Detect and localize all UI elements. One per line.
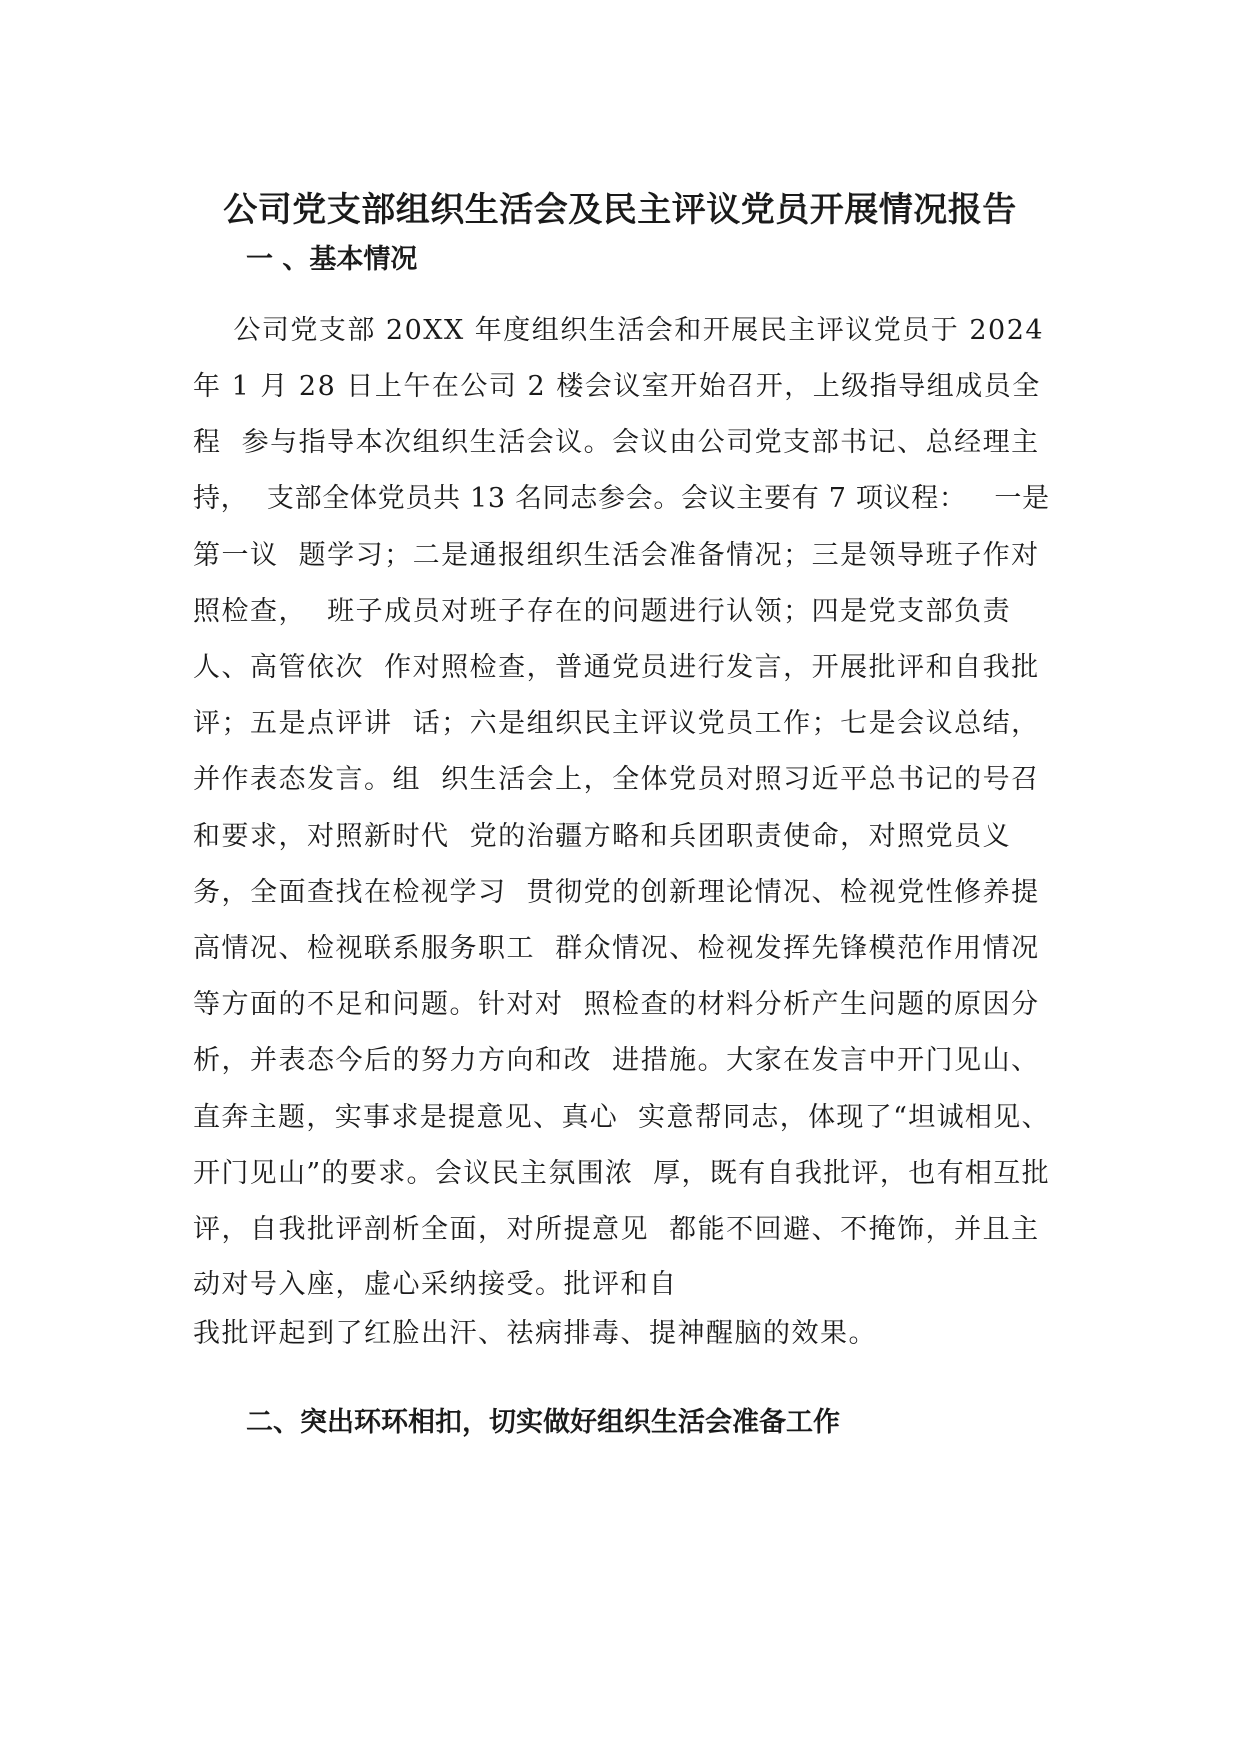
section-heading-basic-situation: 一 、基本情况 [246,244,418,275]
paragraph-line: 公司党支部 20XX 年度组织生活会和开展民主评议党员于 2024 [193,315,1045,346]
paragraph-line: 我批评起到了红脸出汗、祛病排毒、提神醒脑的效果。 [193,1318,877,1349]
paragraph-line: 开门见山”的要求。会议民主氛围浓 厚，既有自我批评，也有相互批 [193,1157,1050,1189]
section-heading-preparation: 二、突出环环相扣，切实做好组织生活会准备工作 [246,1407,840,1438]
paragraph-line: 照检查， 班子成员对班子存在的问题进行认领；四是党支部负责 [193,595,1012,627]
paragraph-line: 评，自我批评剖析全面，对所提意见 都能不回避、不掩饰，并且主 [193,1214,1040,1245]
paragraph-line: 动对号入座，虚心采纳接受。批评和自 [193,1269,678,1300]
paragraph-line: 人、高管依次 作对照检查，普通党员进行发言，开展批评和自我批 [193,652,1040,683]
paragraph-line: 第一议 题学习；二是通报组织生活会准备情况；三是领导班子作对 [193,539,1040,571]
paragraph-line: 高情况、检视联系服务职工 群众情况、检视发挥先锋模范作用情况 [193,933,1040,964]
paragraph-line: 程 参与指导本次组织生活会议。会议由公司党支部书记、总经理主 [193,427,1040,459]
paragraph-line: 并作表态发言。组 织生活会上，全体党员对照习近平总书记的号召 [193,764,1040,796]
paragraph-line: 直奔主题，实事求是提意见、真心 实意帮同志，体现了“坦诚相见、 [193,1101,1050,1133]
paragraph-line: 务，全面查找在检视学习 贯彻党的创新理论情况、检视党性修养提 [193,876,1040,908]
paragraph-line: 持， 支部全体党员共 13 名同志参会。会议主要有 7 项议程： 一是 [193,483,1050,515]
document-title: 公司党支部组织生活会及民主评议党员开展情况报告 [223,190,1017,230]
paragraph-line: 年 1 月 28 日上午在公司 2 楼会议室开始召开，上级指导组成员全 [193,371,1041,402]
paragraph-line: 等方面的不足和问题。针对对 照检查的材料分析产生问题的原因分 [193,989,1040,1021]
paragraph-line: 析，并表态今后的努力方向和改 进措施。大家在发言中开门见山、 [193,1045,1040,1077]
paragraph-line: 评；五是点评讲 话；六是组织民主评议党员工作；七是会议总结， [193,708,1040,740]
paragraph-line: 和要求，对照新时代 党的治疆方略和兵团职责使命，对照党员义 [193,820,1012,852]
